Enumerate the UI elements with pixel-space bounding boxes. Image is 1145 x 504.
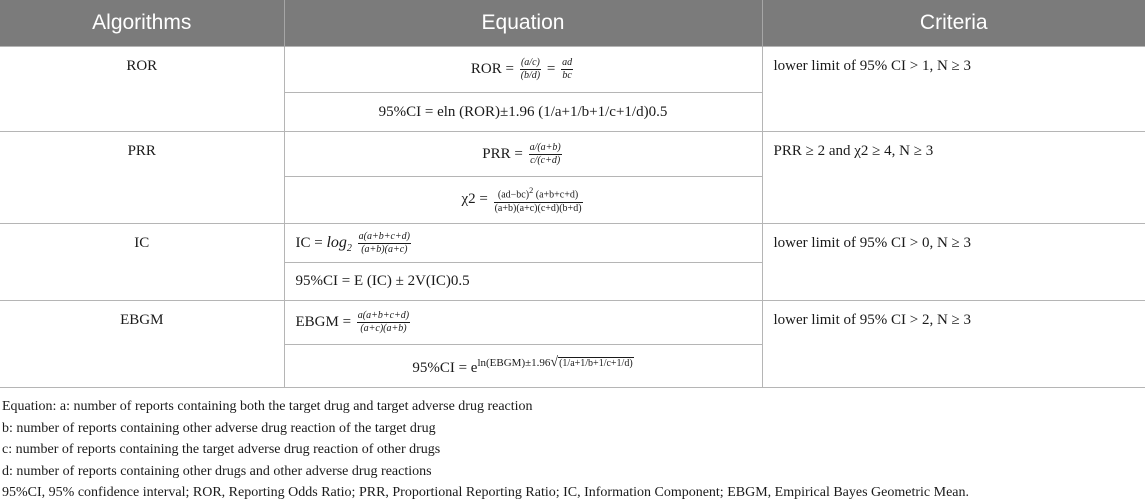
exponent-ebgm: [477, 357, 633, 369]
equation-ebgm-ci-lhs: 95%CI = e: [412, 360, 478, 376]
algorithm-ic: IC: [0, 224, 284, 301]
footnote-line: b: number of reports containing other adverse drug reaction of the target drug: [2, 420, 436, 436]
table-footnotes: [0, 388, 1145, 504]
fraction-chi-square: [494, 186, 583, 213]
fraction-denominator: bc: [562, 70, 572, 81]
equation-prr-lhs: PRR =: [482, 145, 523, 162]
chi-numerator-exponent: 2: [529, 186, 534, 196]
fraction-numerator: ad: [562, 57, 573, 68]
fraction-denominator: c/(c+d): [530, 154, 561, 166]
fraction-numerator: (a/c): [520, 57, 540, 68]
header-criteria: Criteria: [762, 0, 1145, 47]
table-header-row: [0, 0, 1145, 47]
fraction-denominator: (b/d): [520, 70, 541, 81]
footnote-line: d: number of reports containing other drugs and other adverse drug reactions: [2, 463, 432, 479]
criteria-prr: PRR ≥ 2 and χ2 ≥ 4, N ≥ 3: [762, 132, 1145, 224]
fraction-numerator: [494, 186, 583, 202]
log-base: 2: [346, 242, 352, 254]
table-row-ic: [0, 224, 1145, 263]
criteria-ebgm: lower limit of 95% CI > 2, N ≥ 3: [762, 301, 1145, 388]
criteria-ic: lower limit of 95% CI > 0, N ≥ 3: [762, 224, 1145, 301]
ci-equation-ror: 95%CI = eln (ROR)±1.96 (1/a+1/b+1/c+1/d)0.5: [284, 93, 762, 132]
equation-prr: [284, 132, 762, 177]
equation-ic: [284, 224, 762, 263]
ci-equation-ebgm: [284, 345, 762, 388]
ci-equation-ic: 95%CI = E (IC) ± 2V(IC)0.5: [284, 263, 762, 301]
chi-square-equation: [284, 177, 762, 224]
equation-chi-lhs: χ2 =: [461, 191, 488, 208]
footnote-line: Equation: a: number of reports containing both the target drug and target adverse drug reaction: [2, 399, 533, 414]
algorithm-prr: PRR: [0, 132, 284, 224]
fraction-ror-2: [561, 58, 573, 81]
footnote-line: 95%CI, 95% confidence interval; ROR, Reporting Odds Ratio; PRR, Proportional Reporting Ratio; IC, Information Component; EBGM, Empirical Bayes Geometric Mean.: [2, 485, 970, 500]
equation-ebgm-lhs: EBGM =: [295, 313, 352, 330]
exponent-text: ln(EBGM)±1.96: [477, 357, 551, 369]
algorithm-ebgm: EBGM: [0, 301, 284, 388]
equation-ror: [284, 47, 762, 93]
equals-sign: =: [546, 60, 556, 77]
chi-numerator-b: (a+b+c+d): [535, 189, 579, 201]
fraction-denominator: (a+c)(a+b): [360, 323, 407, 334]
log-symbol: log: [326, 233, 347, 251]
fraction-numerator: a(a+b+c+d): [358, 230, 411, 242]
table-row-ebgm: [0, 301, 1145, 345]
fraction-ebgm: [357, 311, 410, 334]
equation-ebgm: [284, 301, 762, 345]
fraction-numerator: a/(a+b): [529, 141, 561, 153]
fraction-ic: [358, 232, 411, 255]
fraction-prr: [529, 143, 562, 166]
fraction-ror-1: [520, 58, 541, 81]
header-equation: Equation: [284, 0, 762, 47]
fraction-denominator: (a+b)(a+c)(c+d)(b+d): [494, 202, 582, 214]
footnote-line: c: number of reports containing the target adverse drug reaction of other drugs: [2, 442, 441, 457]
algorithm-ror: ROR: [0, 47, 284, 132]
equation-ic-lhs: IC =: [295, 234, 323, 251]
header-algorithms: Algorithms: [0, 0, 284, 47]
equation-ror-lhs: ROR =: [470, 60, 514, 77]
sqrt-symbol: √(1/a+1/b+1/c+1/d): [550, 355, 633, 370]
chi-numerator-a: (ad−bc): [497, 189, 530, 201]
fraction-numerator: a(a+b+c+d): [357, 310, 410, 321]
table-row-prr: [0, 132, 1145, 177]
criteria-ror: lower limit of 95% CI > 1, N ≥ 3: [762, 47, 1145, 132]
table-row-ror: [0, 47, 1145, 93]
sqrt-radicand: (1/a+1/b+1/c+1/d): [559, 358, 633, 369]
fraction-denominator: (a+b)(a+c): [361, 243, 408, 255]
